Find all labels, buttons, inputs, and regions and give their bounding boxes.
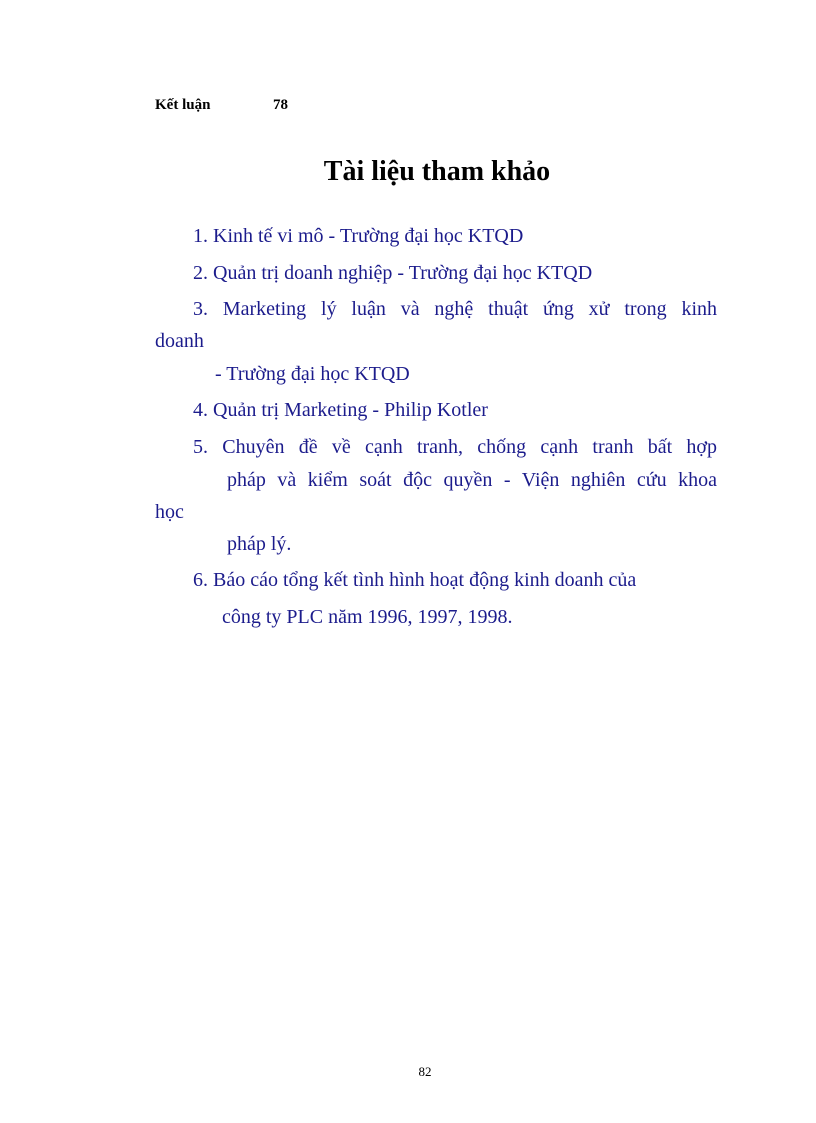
reference-item-3-line-3: - Trường đại học KTQD	[215, 363, 410, 385]
header-page-ref: 78	[273, 97, 288, 113]
reference-item-5-line-2: pháp và kiểm soát độc quyền - Viện nghiên cứu khoa	[227, 469, 717, 491]
reference-item-6-line-1: 6. Báo cáo tổng kết tình hình hoạt động kinh doanh của	[193, 569, 637, 591]
reference-item-5-line-1: 5. Chuyên đề về cạnh tranh, chống cạnh tranh bất hợp	[193, 436, 717, 458]
reference-item-6-line-2: công ty PLC năm 1996, 1997, 1998.	[222, 606, 513, 628]
running-header	[155, 97, 288, 114]
reference-item-3-line-2: doanh	[155, 330, 204, 352]
reference-item-2: 2. Quản trị doanh nghiệp - Trường đại học KTQD	[193, 262, 593, 284]
page-number: 82	[418, 1064, 432, 1079]
reference-item-4: 4. Quản trị Marketing - Philip Kotler	[193, 399, 488, 421]
header-section-title: Kết luận	[155, 97, 211, 113]
reference-item-3-line-1: 3. Marketing lý luận và nghệ thuật ứng xử trong kinh	[193, 298, 717, 320]
reference-item-5-line-3: học	[155, 501, 184, 523]
reference-item-5-line-4: pháp lý.	[227, 533, 292, 555]
page-title: Tài liệu tham khảo	[323, 156, 551, 187]
reference-item-1: 1. Kinh tế vi mô - Trường đại học KTQD	[193, 225, 524, 247]
